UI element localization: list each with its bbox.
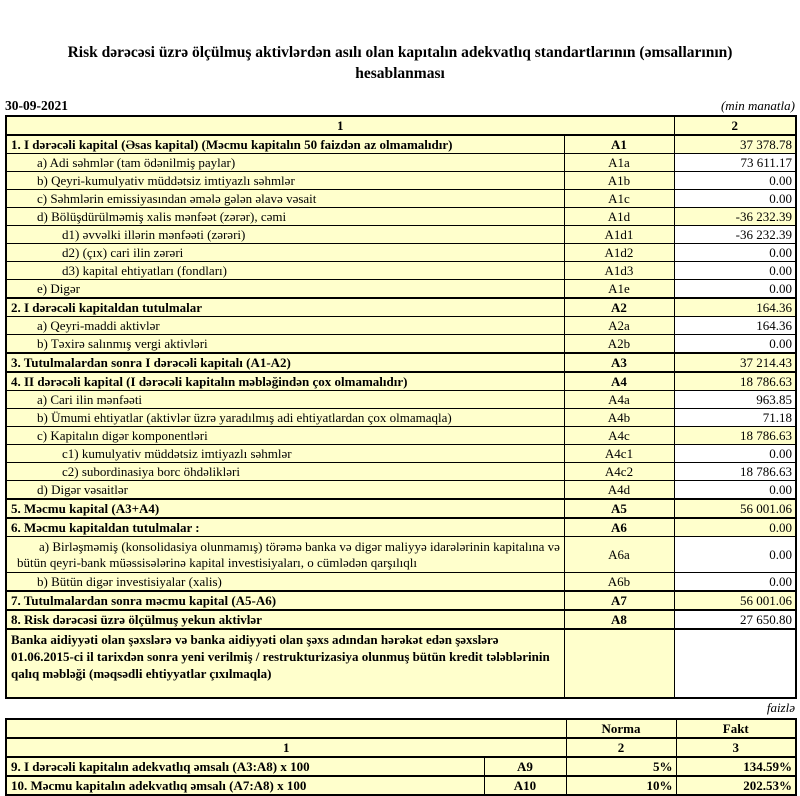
row-value: 27 650.80 <box>674 610 796 629</box>
table-row <box>6 298 796 317</box>
row-label: b) Bütün digər investisiyalar (xalis) <box>6 573 564 592</box>
row-label: d3) kapital ehtiyatları (fondları) <box>6 262 564 280</box>
col-num-3: 3 <box>676 738 796 757</box>
row-code: A8 <box>564 610 674 629</box>
row-label: 9. I dərəcəli kapitalın adekvatlıq əmsalı (A3:A8) x 100 <box>6 757 484 776</box>
row-label: a) Cari ilin mənfəəti <box>6 391 564 409</box>
row-value: -36 232.39 <box>674 208 796 226</box>
row-label: c) Səhmlərin emissiyasından əmələ gələn əlavə vəsait <box>6 190 564 208</box>
row-label: b) Qeyri-kumulyativ müddətsiz imtiyazlı səhmlər <box>6 172 564 190</box>
row-code: A5 <box>564 499 674 518</box>
row-label: c) Kapitalın digər komponentləri <box>6 427 564 445</box>
page-title-line2: hesablanması <box>355 65 445 82</box>
row-value: 0.00 <box>674 335 796 354</box>
row-value: 71.18 <box>674 409 796 427</box>
table-row <box>6 335 796 354</box>
adequacy-header-row <box>6 719 796 738</box>
capital-table <box>5 115 797 699</box>
adequacy-row <box>6 757 796 776</box>
row-code: A1b <box>564 172 674 190</box>
row-value: 56 001.06 <box>674 591 796 610</box>
row-code: A4a <box>564 391 674 409</box>
norma-header: Norma <box>566 719 676 738</box>
row-value: 963.85 <box>674 391 796 409</box>
row-code: A6a <box>564 537 674 573</box>
row-label: a) Birləşməmiş (konsolidasiya olunmamış) törəmə banka və digər maliyyə idarələrinin kapitalına və bütün qeyri-bank müəssisələrinə kapital investisiyaları, o cümlədən qarşılıqlı <box>6 537 564 573</box>
row-code: A4c <box>564 427 674 445</box>
unit-note: (min manatla) <box>720 98 795 113</box>
row-code: A7 <box>564 591 674 610</box>
table-row <box>6 409 796 427</box>
row-norma-value: 5% <box>566 757 676 776</box>
table-row <box>6 391 796 409</box>
col-num-1: 1 <box>6 738 566 757</box>
row-value: 0.00 <box>674 445 796 463</box>
row-code: A4b <box>564 409 674 427</box>
row-label: 8. Risk dərəcəsi üzrə ölçülmuş yekun aktivlər <box>6 610 564 629</box>
row-code: A3 <box>564 353 674 372</box>
row-value: 0.00 <box>674 280 796 299</box>
row-label: c2) subordinasiya borc öhdəlikləri <box>6 463 564 481</box>
row-code: A6b <box>564 573 674 592</box>
row-label: 6. Məcmu kapitaldan tutulmalar : <box>6 518 564 537</box>
table-row <box>6 262 796 280</box>
row-label: d1) əvvəlki illərin mənfəəti (zərəri) <box>6 226 564 244</box>
fakt-header: Fakt <box>676 719 796 738</box>
table-row <box>6 280 796 299</box>
row-value: 0.00 <box>674 518 796 537</box>
row-value: 164.36 <box>674 298 796 317</box>
row-code: A1d2 <box>564 244 674 262</box>
col-header-2: 2 <box>674 116 796 135</box>
row-value: 0.00 <box>674 573 796 592</box>
row-label: 4. II dərəcəli kapital (I dərəcəli kapitalın məbləğindən çox olmamalıdır) <box>6 372 564 391</box>
table-row <box>6 629 796 698</box>
table-row <box>6 372 796 391</box>
table-header-row <box>6 116 796 135</box>
row-value: 37 378.78 <box>674 135 796 154</box>
row-value: 18 786.63 <box>674 372 796 391</box>
row-value: 56 001.06 <box>674 499 796 518</box>
row-value: 0.00 <box>674 172 796 190</box>
row-value: 37 214.43 <box>674 353 796 372</box>
row-code <box>564 629 674 698</box>
row-code: A2b <box>564 335 674 354</box>
table-row <box>6 226 796 244</box>
row-code: A1 <box>564 135 674 154</box>
table-row <box>6 518 796 537</box>
row-value: 0.00 <box>674 190 796 208</box>
percent-note: faizlə <box>766 700 795 715</box>
row-label: b) Ümumi ehtiyatlar (aktivlər üzrə yaradılmış adi ehtiyatlardan çox olmamaqla) <box>6 409 564 427</box>
meta-row <box>5 96 795 114</box>
row-code: A2a <box>564 317 674 335</box>
row-label: 7. Tutulmalardan sonra məcmu kapital (A5-A6) <box>6 591 564 610</box>
row-label: 2. I dərəcəli kapitaldan tutulmalar <box>6 298 564 317</box>
row-label: d2) (çıx) cari ilin zərəri <box>6 244 564 262</box>
row-label: b) Təxirə salınmış vergi aktivləri <box>6 335 564 354</box>
row-label: 10. Məcmu kapitalın adekvatlıq əmsalı (A7:A8) x 100 <box>6 776 484 795</box>
row-fakt-value: 202.53% <box>676 776 796 795</box>
col-header-1: 1 <box>6 116 674 135</box>
row-code: A10 <box>484 776 566 795</box>
row-value <box>674 629 796 698</box>
row-code: A1d3 <box>564 262 674 280</box>
row-label: d) Digər vəsaitlər <box>6 481 564 500</box>
table-row <box>6 573 796 592</box>
table-row <box>6 481 796 500</box>
row-label: a) Qeyri-maddi aktivlər <box>6 317 564 335</box>
row-fakt-value: 134.59% <box>676 757 796 776</box>
row-label: e) Digər <box>6 280 564 299</box>
row-code: A4c2 <box>564 463 674 481</box>
row-code: A1c <box>564 190 674 208</box>
row-value: 164.36 <box>674 317 796 335</box>
row-value: 18 786.63 <box>674 463 796 481</box>
row-label: Banka aidiyyəti olan şəxslərə və banka aidiyyəti olan şəxs adından hərəkət edən şəxslərə 01.06.2015-ci il tarixdən sonra yeni verilmiş / restrukturizasiya olunmuş bütün kredit tələblərinin qalıq məbləği (məqsədli ehtiyyatlar çıxılmaqla) <box>6 629 564 698</box>
row-label: d) Bölüşdürülməmiş xalis mənfəət (zərər), cəmi <box>6 208 564 226</box>
row-code: A1e <box>564 280 674 299</box>
row-code: A4c1 <box>564 445 674 463</box>
adequacy-row <box>6 776 796 795</box>
report-date: 30-09-2021 <box>5 98 68 113</box>
table-row <box>6 208 796 226</box>
row-value: -36 232.39 <box>674 226 796 244</box>
adequacy-table <box>5 718 797 796</box>
empty-header-cell <box>6 719 566 738</box>
row-value: 0.00 <box>674 262 796 280</box>
row-code: A6 <box>564 518 674 537</box>
row-code: A1a <box>564 154 674 172</box>
row-code: A4 <box>564 372 674 391</box>
table-row <box>6 353 796 372</box>
row-code: A4d <box>564 481 674 500</box>
table-row <box>6 190 796 208</box>
row-code: A9 <box>484 757 566 776</box>
table-row <box>6 317 796 335</box>
table-row <box>6 135 796 154</box>
table-row <box>6 427 796 445</box>
row-value: 0.00 <box>674 537 796 573</box>
row-label: 3. Tutulmalardan sonra I dərəcəli kapitalı (A1-A2) <box>6 353 564 372</box>
page-title-line1: Risk dərəcəsi üzrə ölçülmuş aktivlərdən asılı olan kapıtalın adekvatlıq standartlarının (əmsallarının) <box>67 44 733 61</box>
table-row <box>6 154 796 172</box>
row-norma-value: 10% <box>566 776 676 795</box>
table-row <box>6 610 796 629</box>
table-row <box>6 591 796 610</box>
table-row <box>6 445 796 463</box>
table-row <box>6 463 796 481</box>
row-code: A1d1 <box>564 226 674 244</box>
adequacy-number-row <box>6 738 796 757</box>
row-code: A2 <box>564 298 674 317</box>
row-label: c1) kumulyativ müddətsiz imtiyazlı səhmlər <box>6 445 564 463</box>
row-label: 1. I dərəcəli kapital (Əsas kapital) (Məcmu kapitalın 50 faizdən az olmamalıdır) <box>6 135 564 154</box>
page-title <box>5 0 795 84</box>
row-label: a) Adi səhmlər (tam ödənilmiş paylar) <box>6 154 564 172</box>
row-value: 18 786.63 <box>674 427 796 445</box>
table-row <box>6 244 796 262</box>
table-row <box>6 537 796 573</box>
row-code: A1d <box>564 208 674 226</box>
table-row <box>6 499 796 518</box>
col-num-2: 2 <box>566 738 676 757</box>
row-value: 0.00 <box>674 244 796 262</box>
row-value: 0.00 <box>674 481 796 500</box>
row-label: 5. Məcmu kapital (A3+A4) <box>6 499 564 518</box>
table-row <box>6 172 796 190</box>
row-value: 73 611.17 <box>674 154 796 172</box>
